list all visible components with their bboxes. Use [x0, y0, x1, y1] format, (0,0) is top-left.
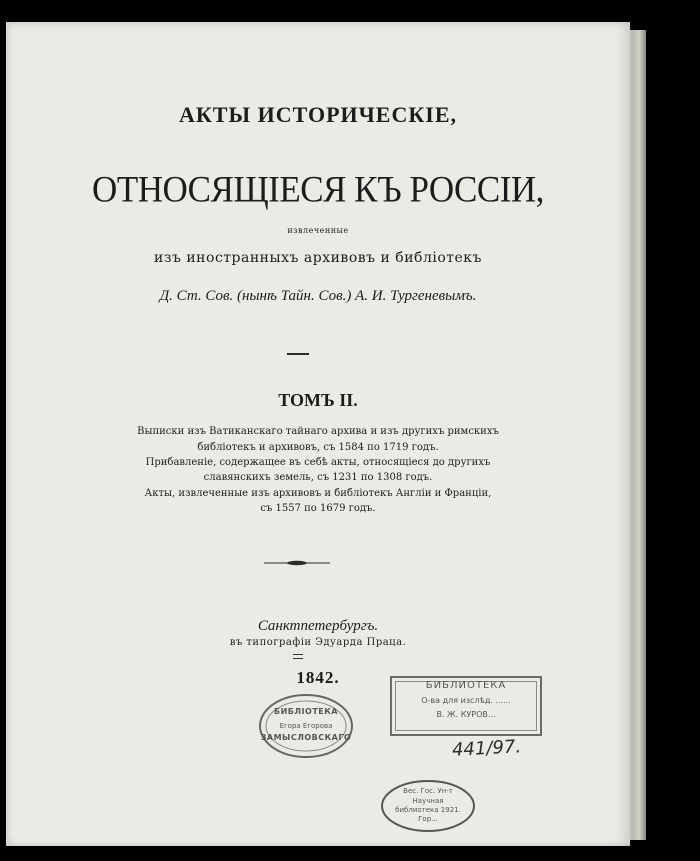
editor-line: Д. Ст. Сов. (нынѣ Тайн. Сов.) А. И. Тургеневымъ.	[159, 288, 477, 304]
double-rule	[293, 654, 303, 659]
volume-heading: ТОМЪ II.	[278, 390, 358, 410]
ornament-rule	[264, 560, 330, 566]
contents-line: съ 1557 по 1679 годъ.	[260, 503, 376, 514]
contents-line: Выписки изъ Ватиканскаго тайнаго архива и изъ другихъ римскихъ	[137, 426, 499, 437]
contents-line: библiотекъ и архивовъ, съ 1584 по 1719 годъ.	[197, 442, 439, 453]
library-stamp-oval: БИБЛIОТЕКА Егора Егорова ЗАМЫСЛОВСКАГО	[258, 693, 354, 759]
library-stamp-rect: БИБЛИОТЕКА О-ва для изслѣд. ...... В. Ж. КУРОВ...	[390, 676, 542, 736]
imprint-year: 1842.	[296, 668, 340, 687]
subtitle-sources: изъ иностранныхъ архивовъ и библiотекъ	[154, 250, 482, 266]
imprint-printer: въ типографiи Эдуарда Праца.	[229, 637, 407, 648]
title-line-1: АКТЫ ИСТОРИЧЕСКІЕ,	[178, 102, 458, 127]
title-line-2: ОТНОСЯЩІЕСЯ КЪ РОССІИ,	[92, 169, 544, 210]
contents-line: Акты, извлеченные изъ архивовъ и библiотекъ Англiи и Францiи,	[144, 488, 492, 499]
title-page	[6, 22, 630, 846]
divider-rule	[287, 353, 309, 355]
shelfmark-handwritten: 441/97.	[451, 736, 522, 761]
subtitle-extracted: извлеченные	[287, 226, 349, 235]
imprint-city: Санктпетербургъ.	[257, 618, 379, 634]
university-stamp-oval: Вес. Гос. Ун-т Научная библиотека 1921. Гор...	[380, 779, 476, 833]
contents-line: славянскихъ земель, съ 1231 по 1308 годъ.	[203, 472, 433, 483]
contents-line: Прибавленiе, содержащее въ себѣ акты, относящiеся до другихъ	[145, 457, 491, 468]
